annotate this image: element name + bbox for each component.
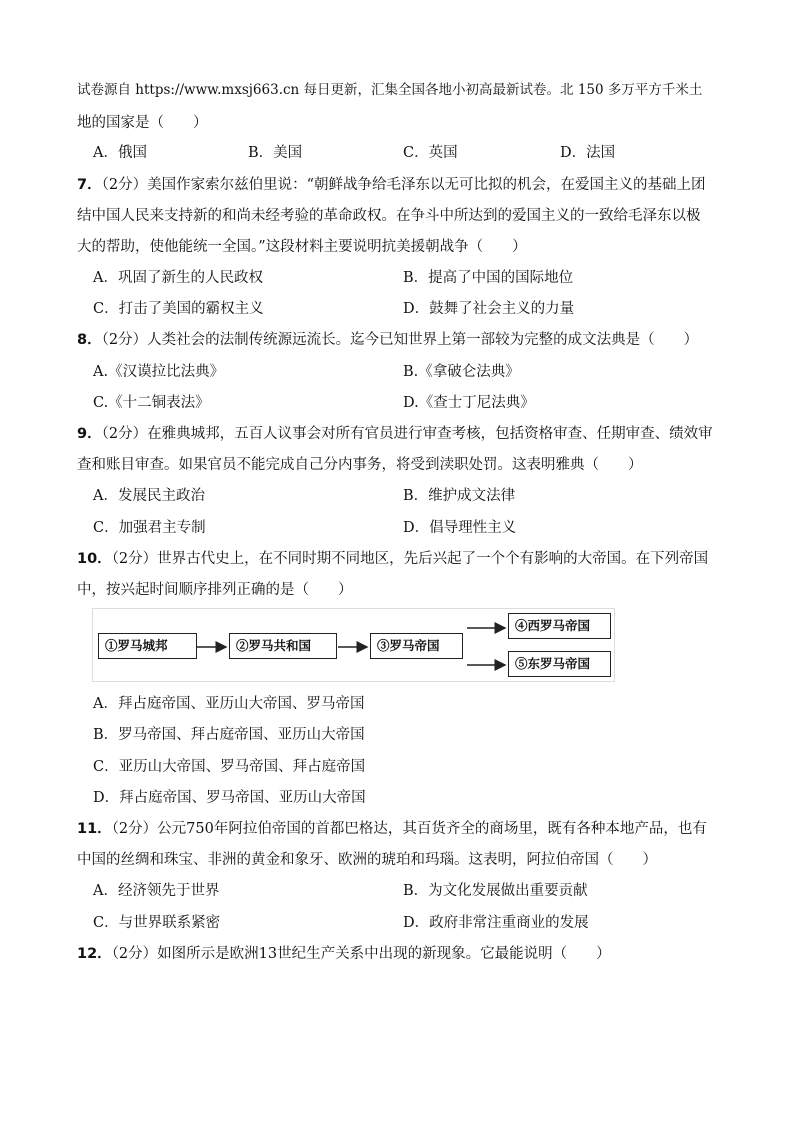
q11-line1 [77,819,707,839]
q9-line2: 查和账目审查。如果官员不能完成自己分内事务，将受到渎职处罚。这表明雅典（ ） [77,457,643,473]
q10-option-b: B．罗马帝国、拜占庭帝国、亚历山大帝国 [93,727,365,743]
q9-text: 在雅典城邦，五百人议事会对所有官员进行审查考核，包括资格审查、任期审查、绩效审 [147,426,713,442]
q6-continuation: 地的国家是（ ） [77,115,208,131]
q12-text: 如图所示是欧洲13世纪生产关系中出现的新现象。它最能说明（ ） [157,946,611,962]
q11-option-b: B．为文化发展做出重要贡献 [403,883,588,899]
q10-option-c: C．亚历山大帝国、罗马帝国、拜占庭帝国 [93,759,366,775]
q10-line2: 中，按兴起时间顺序排列正确的是（ ） [77,582,353,598]
flow-arrows [92,608,615,682]
q8-option-b: B.《拿破仑法典》 [403,364,520,380]
q9-line1 [77,424,713,444]
q8-line1 [77,330,698,350]
q10-option-d: D．拜占庭帝国、罗马帝国、亚历山大帝国 [93,790,366,806]
q7-line2: 结中国人民来支持新的和尚未经考验的革命政权。在争斗中所达到的爱国主义的一致给毛泽东以极 [77,208,701,224]
q6-option-c: C．英国 [403,145,458,161]
q9-option-b: B．维护成文法律 [403,488,516,504]
q11-option-c: C．与世界联系紧密 [93,915,221,931]
q7-text: 美国作家索尔兹伯里说：“朝鲜战争给毛泽东以无可比拟的机会，在爱国主义的基础上团 [147,177,706,193]
q10-text: 世界古代史上，在不同时期不同地区，先后兴起了一个个有影响的大帝国。在下列帝国 [157,551,709,567]
q8-text: 人类社会的法制传统源远流长。迄今已知世界上第一部较为完整的成文法典是（ ） [147,332,699,348]
q7-score: （2分） [101,177,148,193]
q8-option-d: D.《查士丁尼法典》 [403,395,535,411]
q12-line1 [77,944,611,964]
q10-number: 10． [77,551,112,567]
q10-score: （2分） [111,551,158,567]
q8-score: （2分） [101,332,148,348]
q9-option-a: A．发展民主政治 [93,488,205,504]
q11-option-d: D．政府非常注重商业的发展 [403,915,589,931]
q8-option-c: C.《十二铜表法》 [93,395,210,411]
flow-box-2: ②罗马共和国 [229,633,337,659]
q7-option-c: C．打击了美国的霸权主义 [93,301,264,317]
roman-empire-flow-diagram [92,608,615,682]
q7-line1 [77,175,706,195]
q10-option-a: A．拜占庭帝国、亚历山大帝国、罗马帝国 [93,696,365,712]
flow-box-4: ④西罗马帝国 [508,613,611,639]
q11-score: （2分） [111,821,158,837]
q9-score: （2分） [101,426,148,442]
q9-option-d: D．倡导理性主义 [403,520,517,536]
q7-line3: 大的帮助，使他能统一全国。”这段材料主要说明抗美援朝战争（ ） [77,239,527,255]
q7-option-b: B．提高了中国的国际地位 [403,270,574,286]
q7-number: 7． [77,177,102,193]
q11-number: 11． [77,821,112,837]
q9-number: 9． [77,426,102,442]
q6-option-d: D．法国 [560,145,616,161]
q8-option-a: A.《汉谟拉比法典》 [93,364,225,380]
q8-number: 8． [77,332,102,348]
q12-number: 12． [77,946,112,962]
q11-option-a: A．经济领先于世界 [93,883,220,899]
flow-box-1: ①罗马城邦 [98,633,197,659]
flow-box-5: ⑤东罗马帝国 [508,651,611,677]
q12-score: （2分） [111,946,158,962]
q7-option-d: D．鼓舞了社会主义的力量 [403,301,575,317]
q7-option-a: A．巩固了新生的人民政权 [93,270,263,286]
q10-line1 [77,549,708,569]
flow-box-3: ③罗马帝国 [370,633,463,659]
q11-text: 公元750年阿拉伯帝国的首都巴格达，其百货齐全的商场里，既有各种本地产品，也有 [157,821,707,837]
q6-option-b: B．美国 [248,145,303,161]
q9-option-c: C．加强君主专制 [93,520,206,536]
q6-option-a: A．俄国 [93,145,147,161]
header-source-line: 试卷源自 https://www.mxsj663.cn 每日更新，汇集全国各地小初高最新试卷。北 150 多万平方千米土 [77,82,703,98]
q11-line2: 中国的丝绸和珠宝、非洲的黄金和象牙、欧洲的琥珀和玛瑙。这表明，阿拉伯帝国（ ） [77,852,657,868]
